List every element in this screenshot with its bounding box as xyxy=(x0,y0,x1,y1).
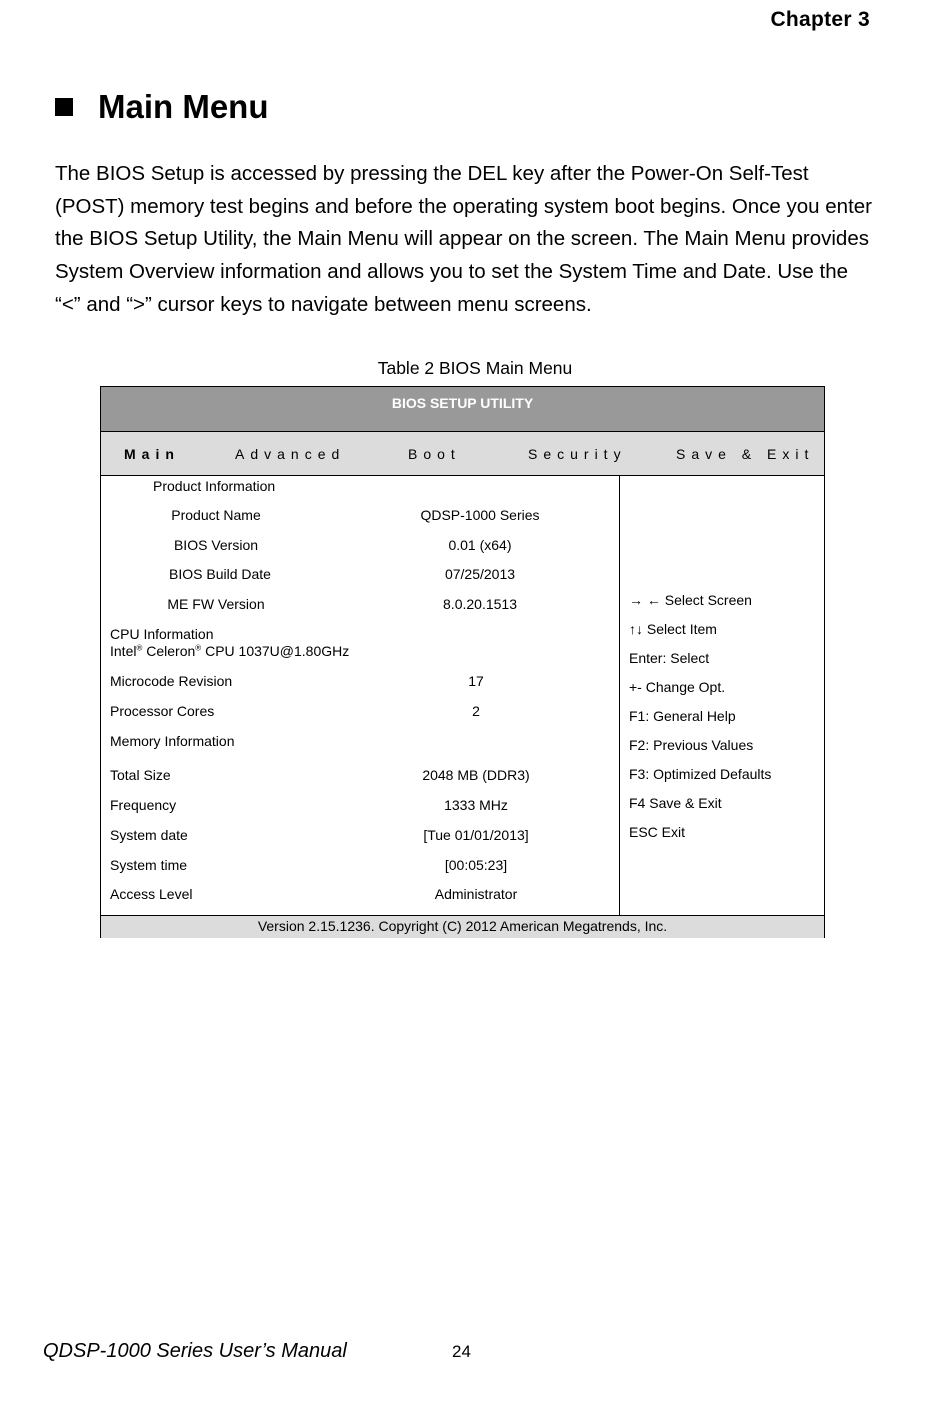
bios-build-date-value: 07/25/2013 xyxy=(444,566,516,582)
chapter-label: Chapter 3 xyxy=(770,8,870,31)
me-fw-version-label: ME FW Version xyxy=(167,596,265,612)
processor-cores-label: Processor Cores xyxy=(110,703,215,719)
help-esc-exit: ESC Exit xyxy=(629,824,686,840)
bios-version-footer: Version 2.15.1236. Copyright (C) 2012 American Megatrends, Inc. xyxy=(101,915,824,938)
access-level-value: Administrator xyxy=(434,886,518,902)
tab-save-exit[interactable]: Save & Exit xyxy=(676,446,815,462)
total-size-label: Total Size xyxy=(110,767,171,783)
cpu-model-line xyxy=(110,643,349,659)
product-name-label: Product Name xyxy=(171,507,261,523)
system-date-label: System date xyxy=(110,827,188,843)
registered-mark: ® xyxy=(195,643,202,653)
help-change-opt: +- Change Opt. xyxy=(629,679,726,695)
processor-cores-value: 2 xyxy=(472,703,480,719)
cpu-model: CPU 1037U@1.80GHz xyxy=(205,643,350,659)
help-previous-values: F2: Previous Values xyxy=(629,737,754,753)
memory-info-heading: Memory Information xyxy=(110,733,235,749)
bios-menu-bar xyxy=(101,432,824,476)
product-name-value: QDSP-1000 Series xyxy=(420,507,540,523)
table-caption: Table 2 BIOS Main Menu xyxy=(377,358,573,378)
bios-version-label: BIOS Version xyxy=(173,537,259,553)
intro-paragraph: The BIOS Setup is accessed by pressing the DEL key after the Power-On Self-Test (POST) memory test begins and before the operating system boot begins. Once you enter the BIOS Setup Utility, the Main Menu will appear on the screen. The Main Menu provides System Overview information and allows you to set the System Time and Date. Use the “<” and “>” cursor keys to navigate between menu screens. xyxy=(55,162,873,316)
tab-advanced[interactable]: Advanced xyxy=(235,446,346,462)
tab-main[interactable]: Main xyxy=(124,446,180,462)
microcode-revision-value: 17 xyxy=(468,673,484,689)
bios-build-date-label: BIOS Build Date xyxy=(169,566,271,582)
manual-title: QDSP-1000 Series User’s Manual xyxy=(43,1340,347,1362)
help-select-item: ↑↓ Select Item xyxy=(629,621,717,637)
page-number: 24 xyxy=(452,1342,471,1361)
section-title: Main Menu xyxy=(98,88,269,125)
system-time-value[interactable]: [00:05:23] xyxy=(444,857,508,873)
total-size-value: 2048 MB (DDR3) xyxy=(422,767,530,783)
frequency-value: 1333 MHz xyxy=(444,797,508,813)
access-level-label: Access Level xyxy=(110,886,193,902)
help-save-exit: F4 Save & Exit xyxy=(629,795,722,811)
help-enter-select: Enter: Select xyxy=(629,650,710,666)
tab-boot[interactable]: Boot xyxy=(408,446,461,462)
product-info-heading: Product Information xyxy=(153,478,276,494)
tab-security[interactable]: Security xyxy=(528,446,627,462)
microcode-revision-label: Microcode Revision xyxy=(110,673,233,689)
bios-version-value: 0.01 (x64) xyxy=(448,537,512,553)
section-heading xyxy=(55,88,269,126)
help-select-screen: → ← Select Screen xyxy=(629,592,752,608)
cpu-info-heading: CPU Information xyxy=(110,626,214,642)
help-optimized-defaults: F3: Optimized Defaults xyxy=(629,766,772,782)
registered-mark: ® xyxy=(136,643,143,653)
system-time-label: System time xyxy=(110,857,188,873)
bullet-square-icon xyxy=(55,98,73,116)
help-general-help: F1: General Help xyxy=(629,708,736,724)
bios-screen xyxy=(100,386,825,938)
bios-title: BIOS SETUP UTILITY xyxy=(101,387,824,432)
panel-divider xyxy=(619,476,620,915)
frequency-label: Frequency xyxy=(110,797,177,813)
cpu-brand: Intel xyxy=(110,643,137,659)
system-date-value[interactable]: [Tue 01/01/2013] xyxy=(423,827,529,843)
cpu-family: Celeron xyxy=(146,643,196,659)
me-fw-version-value: 8.0.20.1513 xyxy=(443,596,517,612)
